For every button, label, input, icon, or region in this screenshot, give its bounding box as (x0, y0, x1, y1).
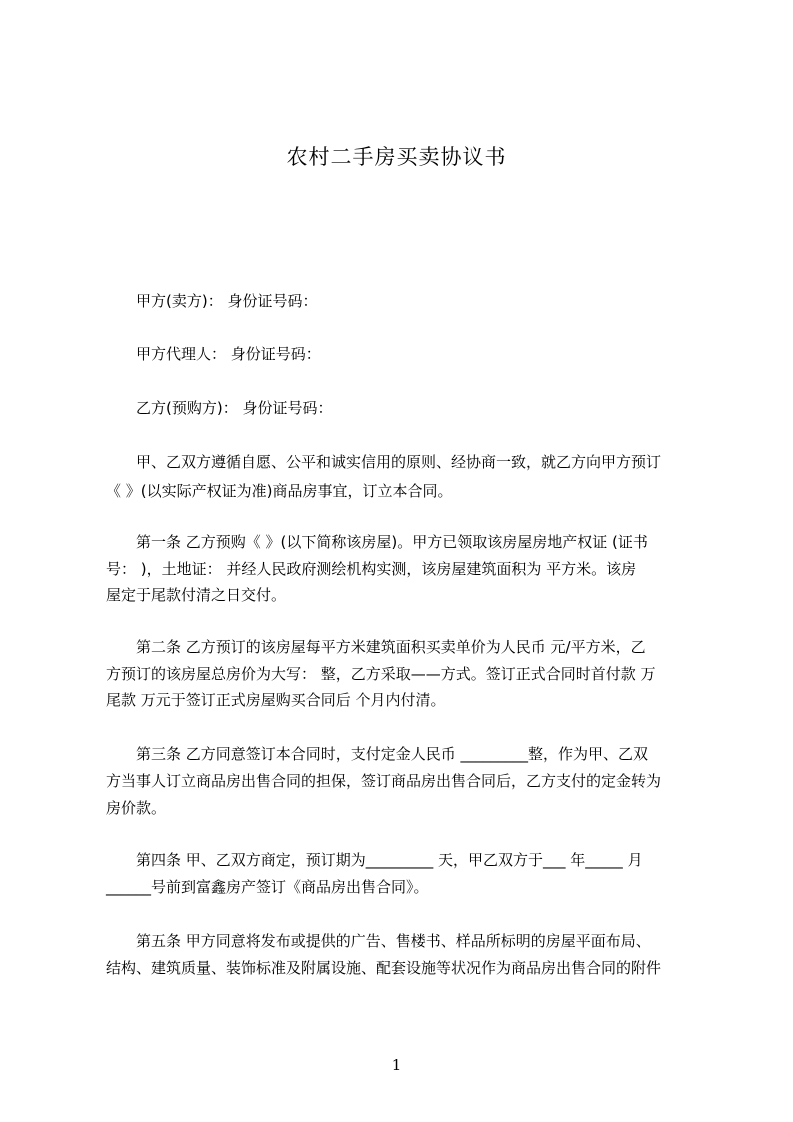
party-seller: 甲方(卖方)： 身份证号码： (136, 292, 318, 310)
party-buyer: 乙方(预购方)： 身份证号码： (136, 399, 333, 417)
document-title: 农村二手房买卖协议书 (286, 145, 507, 169)
preamble-line-2: 《 》(以实际产权证为准)商品房事宜，订立本合同。 (106, 482, 453, 500)
article-1-line-2: 号： )，土地证： 并经人民政府测绘机构实测，该房屋建筑面积为 平方米。该房 (106, 560, 637, 578)
article-1-line-3: 屋定于尾款付清之日交付。 (106, 586, 287, 604)
preamble-line-1: 甲、乙双方遵循自愿、公平和诚实信用的原则、经协商一致，就乙方向甲方预订 (136, 453, 662, 471)
article-2-line-2: 方预订的该房屋总房价为大写： 整，乙方采取——方式。签订正式合同时首付款 万 (106, 665, 656, 683)
article-5-line-1: 第五条 甲方同意将发布或提供的广告、售楼书、样品所标明的房屋平面布局、 (136, 932, 651, 950)
article-2-line-1: 第二条 乙方预订的该房屋每平方米建筑面积买卖单价为人民币 元/平方米，乙 (136, 638, 646, 656)
article-4-line-2: ______号前到富鑫房产签订《商品房出售合同》。 (106, 878, 429, 896)
article-4-line-1: 第四条 甲、乙双方商定，预订期为_________ 天，甲乙双方于___ 年_____ 月 (136, 851, 643, 869)
article-3-line-2: 方当事人订立商品房出售合同的担保，签订商品房出售合同后，乙方支付的定金转为 (106, 772, 662, 790)
article-5-line-2: 结构、建筑质量、装饰标准及附属设施、配套设施等状况作为商品房出售合同的附件 (106, 959, 662, 977)
page-number: 1 (391, 1056, 402, 1074)
party-seller-agent: 甲方代理人： 身份证号码： (136, 345, 321, 363)
article-2-line-3: 尾款 万元于签订正式房屋购买合同后 个月内付清。 (106, 691, 446, 709)
article-3-line-1: 第三条 乙方同意签订本合同时，支付定金人民币 _________整，作为甲、乙双 (136, 745, 649, 763)
article-1-line-1: 第一条 乙方预购《 》(以下简称该房屋)。甲方已领取该房屋房地产权证 (证书 (136, 533, 648, 551)
article-3-line-3: 房价款。 (106, 799, 167, 817)
